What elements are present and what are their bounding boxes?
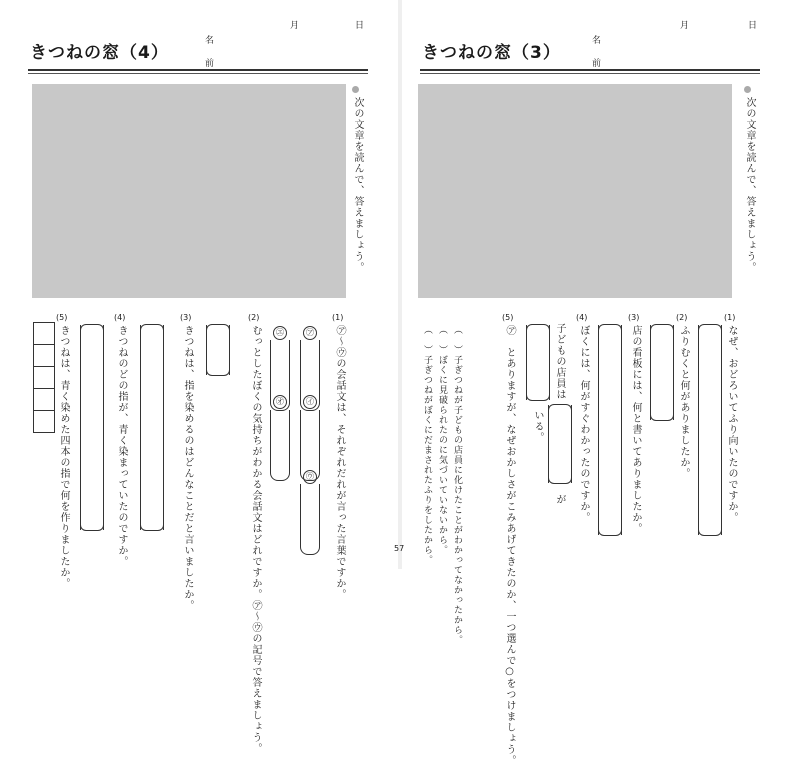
month-label: 月 — [290, 21, 300, 31]
question-2: (2) ふりむくと何がありましたか。 — [676, 313, 689, 479]
bullet-icon — [744, 86, 751, 93]
answer-box[interactable] — [548, 405, 572, 483]
instruction: 次の文章を読んで、答えましょう。 — [351, 86, 364, 273]
question-2: (2) むっとしたぼくの気持ちがわかる会話文はどれですか。㋐〜㋒の記号で答えましょう。 — [248, 313, 261, 754]
bullet-icon — [352, 86, 359, 93]
question-5: (5) ㋐ とありますが、なぜおかしさがこみあげてきたのか、一つ選んで○をつけましょう。 — [502, 313, 515, 766]
day-label: 日 — [355, 21, 365, 31]
right-page — [402, 0, 800, 766]
question-5: (5) きつねは、青く染めた四本の指で何を作りましたか。 — [56, 313, 69, 589]
page-title: きつねの窓（4） — [30, 43, 169, 63]
name-label: 前 — [592, 59, 602, 69]
month-label: 月 — [680, 21, 690, 31]
option-marker: ㋑ — [303, 395, 317, 409]
question-4-particle: が — [554, 494, 565, 505]
passage-image — [418, 84, 732, 298]
answer-box[interactable] — [80, 325, 104, 530]
name-label: 名 — [592, 36, 602, 46]
option-marker: ㋔ — [273, 395, 287, 409]
question-4: (4) きつねのどの指が、青く染まっていたのですか。 — [114, 313, 127, 567]
question-3: (3) きつねは、指を染めるのはどんなことだと言いましたか。 — [180, 313, 193, 611]
title-rule — [420, 69, 760, 71]
answer-box[interactable] — [526, 325, 550, 400]
left-page — [0, 0, 398, 754]
title-rule — [28, 73, 368, 74]
name-label: 名 — [205, 36, 215, 46]
option-marker: ㋒ — [303, 470, 317, 484]
question-4: (4) ぼくには、何がすぐわかったのですか。 — [576, 313, 589, 523]
instruction: 次の文章を読んで、答えましょう。 — [743, 86, 756, 273]
page-title: きつねの窓（3） — [422, 43, 561, 63]
answer-slot[interactable] — [300, 484, 320, 555]
answer-grid[interactable] — [33, 322, 55, 433]
answer-slot[interactable] — [270, 410, 290, 481]
choice-3[interactable]: （ ）子ぎつねがぼくにだまされたふりをしたから。 — [422, 325, 432, 565]
option-marker: ㋐ — [303, 326, 317, 340]
question-4-suffix: いる。 — [532, 410, 543, 443]
question-3: (3) 店の看板には、何と書いてありましたか。 — [628, 313, 641, 534]
answer-box[interactable] — [698, 325, 722, 535]
choice-2[interactable]: （ ）ぼくに見破られたのに気づいていないから。 — [437, 325, 447, 555]
name-label: 前 — [205, 59, 215, 69]
answer-box[interactable] — [206, 325, 230, 375]
title-rule — [28, 69, 368, 71]
choice-1[interactable]: （ ）子ぎつねが子どもの店員に化けたことがわかってなかったから。 — [452, 325, 462, 645]
title-rule — [420, 73, 760, 74]
question-1: (1) なぜ、おどろいてふり向いたのですか。 — [724, 313, 737, 523]
answer-box[interactable] — [650, 325, 674, 420]
question-1: (1) ㋐〜㋒の会話文は、それぞれだれが言った言葉ですか。 — [332, 313, 345, 600]
day-label: 日 — [748, 21, 758, 31]
page-number: 57 — [394, 544, 405, 553]
question-4-sentence: 子どもの店員は — [554, 323, 565, 400]
option-marker: ㋓ — [273, 326, 287, 340]
passage-image — [32, 84, 346, 298]
answer-box[interactable] — [140, 325, 164, 530]
answer-box[interactable] — [598, 325, 622, 535]
